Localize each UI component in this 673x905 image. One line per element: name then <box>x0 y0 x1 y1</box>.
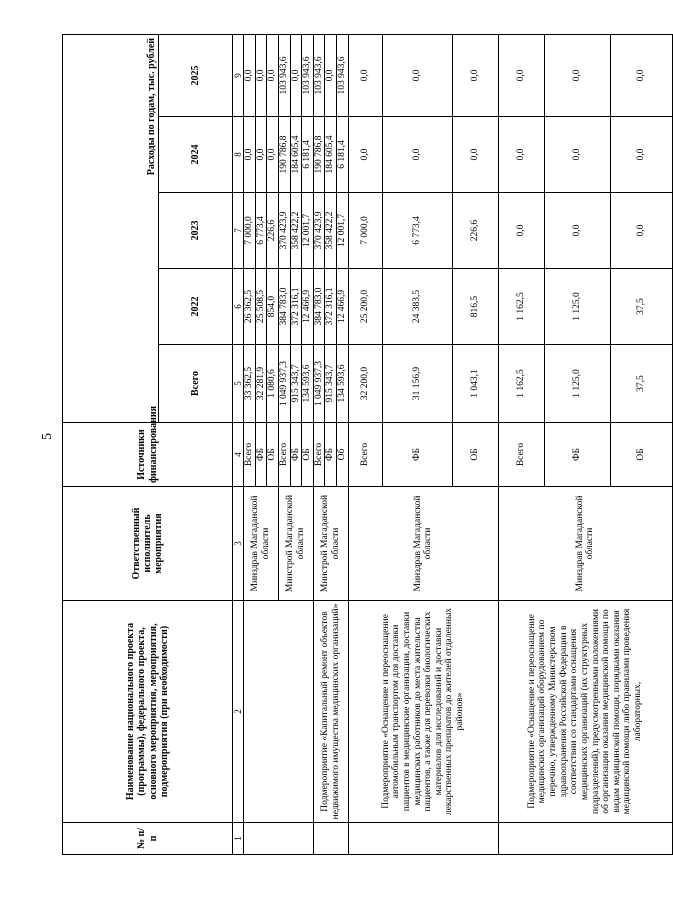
header-expenses: Расходы по годам, тыс. рублей <box>63 34 159 422</box>
y2023-cell: 12 001,7 <box>337 193 349 269</box>
y2025-cell: 0,0 <box>452 34 498 116</box>
total-cell: 33 362,5 <box>244 345 256 423</box>
y2025-cell: 0,0 <box>610 34 672 116</box>
colnum: 8 <box>233 117 244 193</box>
header-source: Источники финансирования <box>63 423 233 487</box>
y2023-cell: 226,6 <box>267 193 279 269</box>
y2023-cell: 370 423,9 <box>278 193 290 269</box>
total-cell: 915 343,7 <box>290 345 302 423</box>
column-numbers-row <box>233 34 244 854</box>
rotated-page <box>62 35 646 855</box>
header-total: Всего <box>159 345 233 423</box>
y2022-cell: 37,5 <box>610 269 672 345</box>
header-2024: 2024 <box>159 117 233 193</box>
executor-cell: Минстрой Магаданской области <box>278 487 313 601</box>
y2025-cell: 0,0 <box>382 34 452 116</box>
total-cell: 32 200,0 <box>348 345 382 423</box>
y2022-cell: 26 362,5 <box>244 269 256 345</box>
y2023-cell: 226,6 <box>452 193 498 269</box>
y2023-cell: 358 422,2 <box>290 193 302 269</box>
budget-table <box>62 34 673 855</box>
y2024-cell: 0,0 <box>267 117 279 193</box>
source-cell: ФБ <box>544 423 610 487</box>
y2022-cell: 384 783,0 <box>278 269 290 345</box>
y2023-cell: 0,0 <box>610 193 672 269</box>
row-name-cell: Подмероприятие «Капитальный ремонт объектов недвижимого имущества медицинских организаций» <box>313 601 348 823</box>
y2022-cell: 372 316,1 <box>290 269 302 345</box>
y2023-cell: 7 000,0 <box>348 193 382 269</box>
source-cell: Всего <box>498 423 544 487</box>
row-number-cell <box>348 823 498 855</box>
colnum: 6 <box>233 269 244 345</box>
y2022-cell: 1 125,0 <box>544 269 610 345</box>
source-cell: Об <box>337 423 349 487</box>
source-cell: ОБ <box>267 423 279 487</box>
y2022-cell: 24 383,5 <box>382 269 452 345</box>
y2022-cell: 12 466,9 <box>302 269 314 345</box>
y2022-cell: 1 162,5 <box>498 269 544 345</box>
y2025-cell: 0,0 <box>267 34 279 116</box>
y2025-cell: 103 943,6 <box>302 34 314 116</box>
table-row <box>244 34 256 854</box>
y2025-cell: 0,0 <box>290 34 302 116</box>
header-name: Наименование национального проекта (программы), федерального проекта, основного мероприятия, мероприятия, подмероприятия (при необходимости) <box>63 601 233 823</box>
header-executor: Ответственный исполнитель мероприятия <box>63 487 233 601</box>
total-cell: 37,5 <box>610 345 672 423</box>
total-cell: 1 080,6 <box>267 345 279 423</box>
total-cell: 1 043,1 <box>452 345 498 423</box>
source-cell: ОБ <box>610 423 672 487</box>
y2022-cell: 854,0 <box>267 269 279 345</box>
total-cell: 32 281,9 <box>255 345 267 423</box>
total-cell: 915 343,7 <box>325 345 337 423</box>
y2024-cell: 0,0 <box>610 117 672 193</box>
y2022-cell: 372 316,1 <box>325 269 337 345</box>
y2024-cell: 190 786,8 <box>278 117 290 193</box>
y2023-cell: 0,0 <box>544 193 610 269</box>
y2024-cell: 6 181,4 <box>337 117 349 193</box>
source-cell: ФБ <box>255 423 267 487</box>
y2025-cell: 0,0 <box>544 34 610 116</box>
colnum: 2 <box>233 601 244 823</box>
row-number-cell <box>498 823 672 855</box>
y2022-cell: 25 508,5 <box>255 269 267 345</box>
total-cell: 31 156,9 <box>382 345 452 423</box>
source-cell: ФБ <box>325 423 337 487</box>
executor-cell: Минздрав Магаданской области <box>498 487 672 601</box>
y2025-cell: 0,0 <box>325 34 337 116</box>
y2022-cell: 12 466,9 <box>337 269 349 345</box>
row-name-cell: Подмероприятие «Оснащение и переоснащение автомобильным транспортом для доставки пациентов в медицинские организации, доставки медицинских работников до места жительства пациентов, а также для перевозки биологических материалов для исследований и доставки лекарственных препаратов до жителей отдаленных районов» <box>348 601 498 823</box>
table-row <box>348 34 382 854</box>
y2024-cell: 0,0 <box>498 117 544 193</box>
y2022-cell: 384 783,0 <box>313 269 325 345</box>
total-cell: 134 593,6 <box>302 345 314 423</box>
table-row <box>498 34 544 854</box>
page-number: 5 <box>40 433 55 440</box>
y2025-cell: 103 943,6 <box>313 34 325 116</box>
source-cell: ФБ <box>290 423 302 487</box>
y2024-cell: 0,0 <box>348 117 382 193</box>
y2023-cell: 7 000,0 <box>244 193 256 269</box>
colnum: 9 <box>233 34 244 116</box>
y2023-cell: 12 001,7 <box>302 193 314 269</box>
source-cell: ОБ <box>302 423 314 487</box>
executor-cell: Минстрой Магаданской области <box>313 487 348 601</box>
colnum: 3 <box>233 487 244 601</box>
row-number-cell <box>313 823 348 855</box>
header-2023: 2023 <box>159 193 233 269</box>
total-cell: 1 162,5 <box>498 345 544 423</box>
header-number: № п/п <box>63 823 233 855</box>
y2024-cell: 0,0 <box>452 117 498 193</box>
header-row-1 <box>63 34 159 854</box>
y2023-cell: 6 773,4 <box>382 193 452 269</box>
colnum: 1 <box>233 823 244 855</box>
executor-cell: Минздрав Магаданской области <box>348 487 498 601</box>
source-cell: Всего <box>313 423 325 487</box>
y2024-cell: 184 605,4 <box>290 117 302 193</box>
row-name-cell: Подмероприятие «Оснащение и переоснащение медицинских организаций оборудованием по перечню, утвержденному Министерством здравоохранения Российской Федерации в соответствии со стандартами оснащения медицинских организаций (их структурных подразделений), предусмотренными положениями об организации оказания медицинской помощи по видам медицинской помощи, порядками оказания медицинской помощи либо правилами проведения лабораторных, <box>498 601 672 823</box>
y2024-cell: 0,0 <box>382 117 452 193</box>
y2023-cell: 0,0 <box>498 193 544 269</box>
total-cell: 1 049 937,3 <box>278 345 290 423</box>
source-cell: Всего <box>348 423 382 487</box>
colnum: 5 <box>233 345 244 423</box>
colnum: 7 <box>233 193 244 269</box>
y2024-cell: 0,0 <box>244 117 256 193</box>
y2025-cell: 103 943,6 <box>337 34 349 116</box>
y2024-cell: 184 605,4 <box>325 117 337 193</box>
y2023-cell: 6 773,4 <box>255 193 267 269</box>
y2025-cell: 0,0 <box>255 34 267 116</box>
y2025-cell: 103 943,6 <box>278 34 290 116</box>
y2024-cell: 0,0 <box>544 117 610 193</box>
y2023-cell: 370 423,9 <box>313 193 325 269</box>
y2025-cell: 0,0 <box>348 34 382 116</box>
row-name-cell <box>244 601 314 823</box>
row-number-cell <box>244 823 314 855</box>
y2022-cell: 25 200,0 <box>348 269 382 345</box>
y2022-cell: 816,5 <box>452 269 498 345</box>
source-cell: Всего <box>244 423 256 487</box>
total-cell: 134 593,6 <box>337 345 349 423</box>
total-cell: 1 049 937,3 <box>313 345 325 423</box>
table-row <box>313 34 325 854</box>
total-cell: 1 125,0 <box>544 345 610 423</box>
y2024-cell: 190 786,8 <box>313 117 325 193</box>
source-cell: ОБ <box>452 423 498 487</box>
y2023-cell: 358 422,2 <box>325 193 337 269</box>
y2024-cell: 6 181,4 <box>302 117 314 193</box>
y2025-cell: 0,0 <box>498 34 544 116</box>
header-2025: 2025 <box>159 34 233 116</box>
colnum: 4 <box>233 423 244 487</box>
source-cell: ФБ <box>382 423 452 487</box>
header-2022: 2022 <box>159 269 233 345</box>
y2025-cell: 0,0 <box>244 34 256 116</box>
executor-cell: Минздрав Магаданской области <box>244 487 279 601</box>
y2024-cell: 0,0 <box>255 117 267 193</box>
source-cell: Всего <box>278 423 290 487</box>
